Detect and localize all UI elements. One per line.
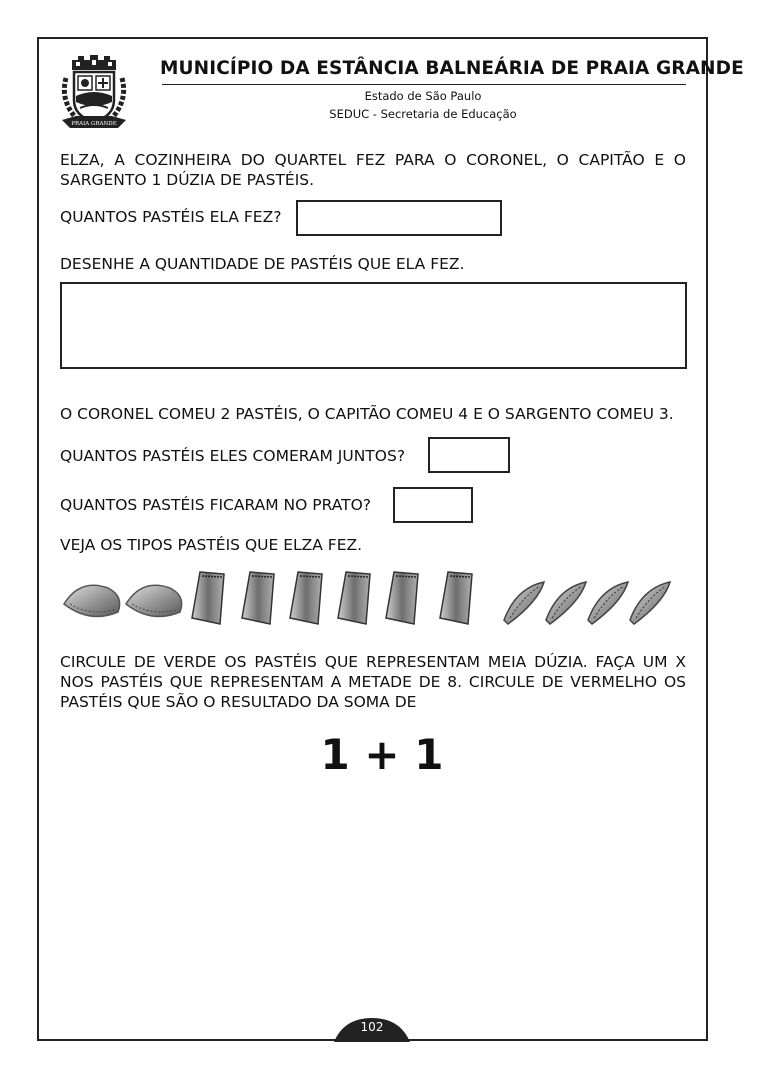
answer-box-eaten-together[interactable] [428, 437, 510, 473]
answer-box-how-many-made[interactable] [296, 200, 502, 236]
draw-instruction: DESENHE A QUANTIDADE DE PASTÉIS QUE ELA FEZ. [60, 255, 465, 273]
page-number: 102 [360, 1020, 384, 1034]
state-name: Estado de São Paulo [364, 89, 482, 103]
pastry-row [60, 568, 690, 628]
department-name: SEDUC - Secretaria de Educação [329, 107, 517, 121]
story-paragraph: ELZA, A COZINHEIRA DO QUARTEL FEZ PARA O CORONEL, O CAPITÃO E O SARGENTO 1 DÚZIA DE PASTÉIS. [60, 151, 686, 189]
question-left-on-plate: QUANTOS PASTÉIS FICARAM NO PRATO? [60, 496, 372, 514]
header-divider [162, 84, 686, 85]
square-pastry-icon[interactable] [192, 572, 224, 624]
square-pastry-icon[interactable] [440, 572, 472, 624]
circle-instruction: CIRCULE DE VERDE OS PASTÉIS QUE REPRESENTAM MEIA DÚZIA. FAÇA UM X NOS PASTÉIS QUE REPRESENTAM A METADE DE 8. CIRCULE DE VERMELHO OS PASTÉIS QUE SÃO O RESULTADO DA SOMA DE [60, 653, 686, 711]
municipal-crest-icon [58, 52, 130, 132]
square-pastry-icon[interactable] [290, 572, 322, 624]
question-how-many-made: QUANTOS PASTÉIS ELA FEZ? [60, 208, 282, 226]
crescent-pastry-icon[interactable] [504, 582, 544, 624]
question-eaten-together: QUANTOS PASTÉIS ELES COMERAM JUNTOS? [60, 447, 406, 465]
crescent-pastry-icon[interactable] [546, 582, 586, 624]
answer-box-left-on-plate[interactable] [393, 487, 473, 523]
crescent-pastry-icon[interactable] [630, 582, 670, 624]
square-pastry-icon[interactable] [242, 572, 274, 624]
sum-equation: 1 + 1 [320, 730, 444, 779]
pastry-types-caption: VEJA OS TIPOS PASTÉIS QUE ELZA FEZ. [60, 536, 363, 554]
round-pastry-icon[interactable] [64, 585, 120, 616]
square-pastry-icon[interactable] [338, 572, 370, 624]
drawing-area[interactable] [60, 282, 687, 369]
square-pastry-icon[interactable] [386, 572, 418, 624]
municipality-title: MUNICÍPIO DA ESTÂNCIA BALNEÁRIA DE PRAIA GRANDE [160, 58, 744, 79]
eating-statement: O CORONEL COMEU 2 PASTÉIS, O CAPITÃO COMEU 4 E O SARGENTO COMEU 3. [60, 405, 674, 423]
round-pastry-icon[interactable] [126, 585, 182, 616]
svg-text:PRAIA GRANDE: PRAIA GRANDE [71, 121, 117, 127]
crescent-pastry-icon[interactable] [588, 582, 628, 624]
